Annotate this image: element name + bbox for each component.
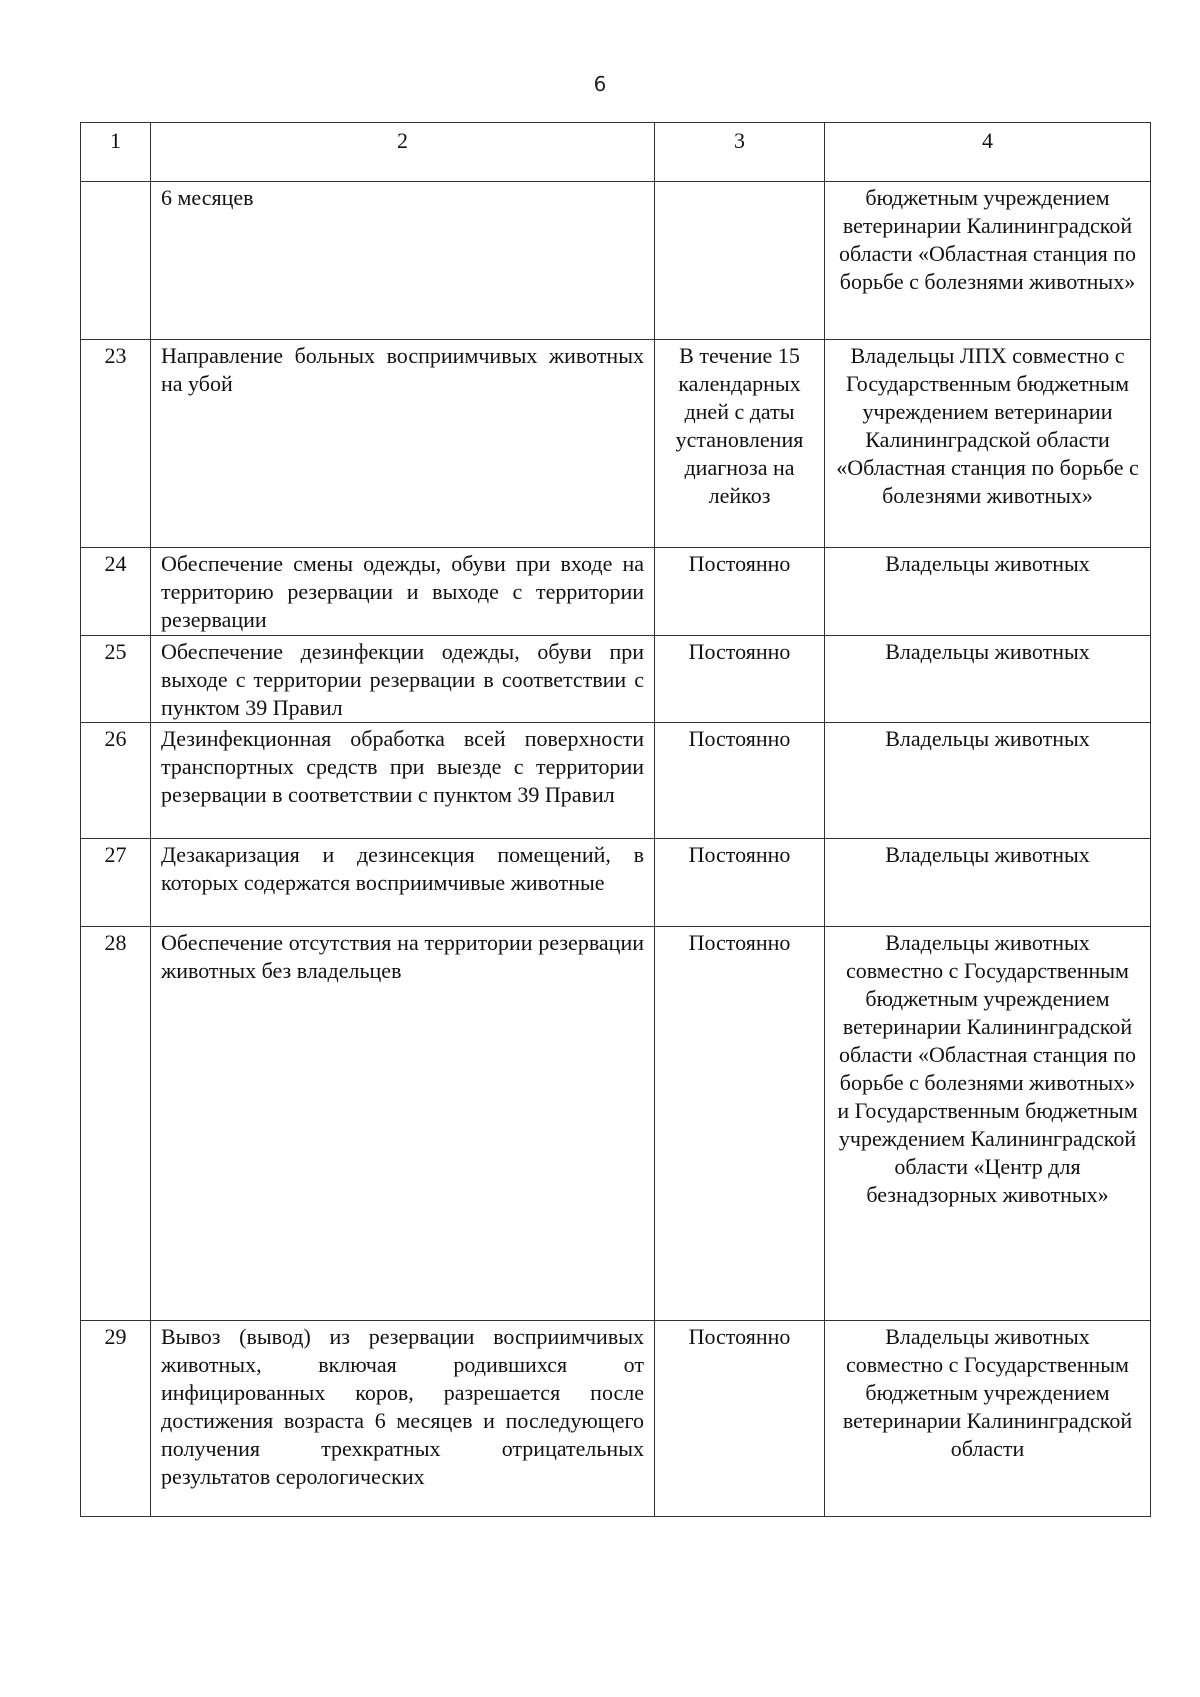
row-term: Постоянно xyxy=(655,548,825,636)
table-row xyxy=(81,927,1151,1321)
row-responsible: Владельцы животных xyxy=(825,636,1151,723)
row-term: Постоянно xyxy=(655,636,825,723)
table-row xyxy=(81,548,1151,636)
row-responsible: Владельцы животных совместно с Государственным бюджетным учреждением ветеринарии Калининградской области «Областная станция по борьбе с болезнями животных» и Государственным бюджетным учреждением Калининградской области «Центр для безнадзорных животных» xyxy=(825,927,1151,1321)
row-term: Постоянно xyxy=(655,723,825,839)
row-action: Обеспечение отсутствия на территории резервации животных без владельцев xyxy=(151,927,655,1321)
row-number xyxy=(81,182,151,340)
table-row xyxy=(81,340,1151,548)
row-responsible: бюджетным учреждением ветеринарии Калининградской области «Областная станция по борьбе с болезнями животных» xyxy=(825,182,1151,340)
row-number: 25 xyxy=(81,636,151,723)
row-term: В течение 15 календарных дней с даты установления диагноза на лейкоз xyxy=(655,340,825,548)
plan-table xyxy=(80,122,1151,1517)
header-row xyxy=(81,123,1151,182)
row-action: Направление больных восприимчивых животных на убой xyxy=(151,340,655,548)
row-responsible: Владельцы животных xyxy=(825,839,1151,927)
header-col-4: 4 xyxy=(825,123,1151,182)
row-number: 26 xyxy=(81,723,151,839)
table-row xyxy=(81,636,1151,723)
row-responsible: Владельцы животных xyxy=(825,548,1151,636)
row-term: Постоянно xyxy=(655,927,825,1321)
table-row xyxy=(81,1321,1151,1517)
row-action: Обеспечение дезинфекции одежды, обуви при выходе с территории резервации в соответствии с пунктом 39 Правил xyxy=(151,636,655,723)
row-action: Вывоз (вывод) из резервации восприимчивых животных, включая родившихся от инфицированных коров, разрешается после достижения возраста 6 месяцев и последующего получения трехкратных отрицательных результатов серологических xyxy=(151,1321,655,1517)
row-number: 27 xyxy=(81,839,151,927)
header-col-3: 3 xyxy=(655,123,825,182)
row-responsible: Владельцы ЛПХ совместно с Государственным бюджетным учреждением ветеринарии Калининградской области «Областная станция по борьбе с болезнями животных» xyxy=(825,340,1151,548)
row-responsible: Владельцы животных xyxy=(825,723,1151,839)
row-number: 29 xyxy=(81,1321,151,1517)
row-number: 23 xyxy=(81,340,151,548)
row-term: Постоянно xyxy=(655,839,825,927)
header-col-2: 2 xyxy=(151,123,655,182)
row-action: 6 месяцев xyxy=(151,182,655,340)
page-number: 6 xyxy=(593,72,607,96)
row-action: Дезакаризация и дезинсекция помещений, в которых содержатся восприимчивые животные xyxy=(151,839,655,927)
row-responsible: Владельцы животных совместно с Государственным бюджетным учреждением ветеринарии Калининградской области xyxy=(825,1321,1151,1517)
row-number: 28 xyxy=(81,927,151,1321)
row-term xyxy=(655,182,825,340)
table-row xyxy=(81,723,1151,839)
table-row xyxy=(81,182,1151,340)
row-number: 24 xyxy=(81,548,151,636)
header-col-1: 1 xyxy=(81,123,151,182)
table-row xyxy=(81,839,1151,927)
row-term: Постоянно xyxy=(655,1321,825,1517)
row-action: Дезинфекционная обработка всей поверхности транспортных средств при выезде с территории резервации в соответствии с пунктом 39 Правил xyxy=(151,723,655,839)
row-action: Обеспечение смены одежды, обуви при входе на территорию резервации и выходе с территории резервации xyxy=(151,548,655,636)
